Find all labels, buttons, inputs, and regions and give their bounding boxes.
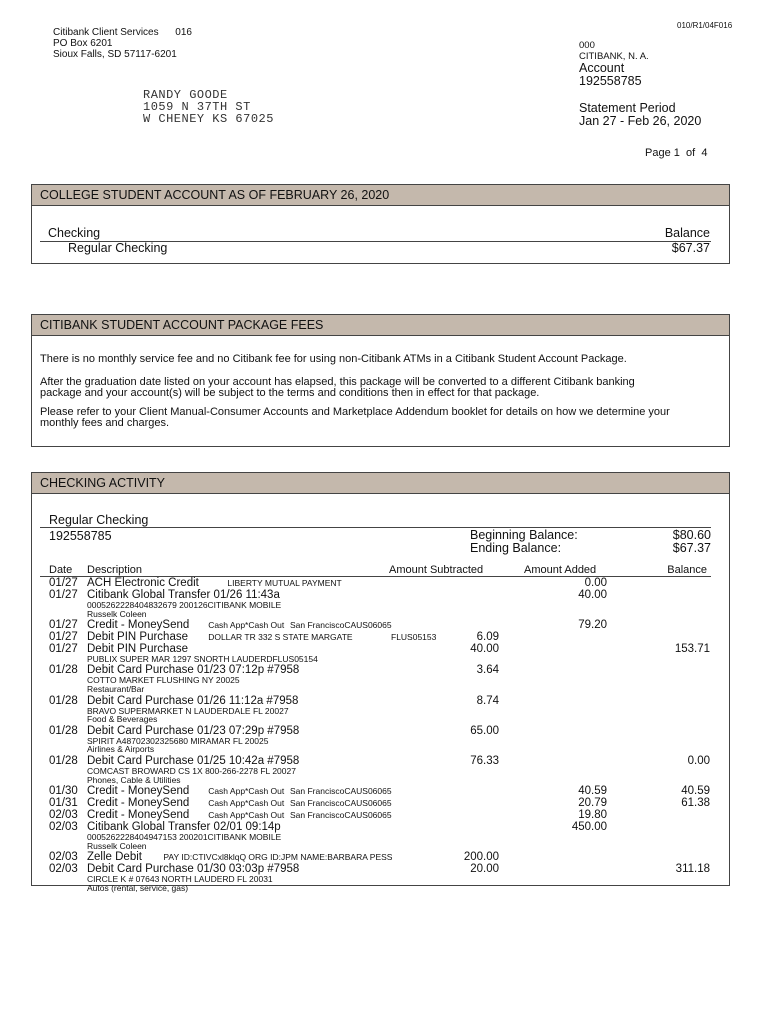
page-indicator	[645, 147, 707, 159]
fees-paragraph-3b: monthly fees and charges.	[40, 417, 170, 429]
transaction-location: San FranciscoCAUS06065	[290, 797, 392, 808]
fees-paragraph-1: There is no monthly service fee and no Citibank fee for using non-Citibank ATMs in a Citibank Student Account Package.	[40, 353, 627, 365]
transaction-description: Debit Card Purchase 01/25 10:42a #7958	[87, 754, 300, 767]
transaction-location: San FranciscoCAUS06065	[290, 620, 392, 631]
transaction-date: 01/27	[49, 577, 78, 589]
running-balance: 40.59	[681, 784, 710, 797]
header-date: Date	[49, 564, 73, 576]
recipient-address	[143, 89, 274, 125]
checking-activity-section	[31, 472, 730, 893]
transaction-detail-line: Russelk Coleen	[87, 840, 147, 851]
transaction-date: 01/27	[49, 643, 78, 656]
amount-added: 40.00	[578, 589, 607, 601]
balance-values	[673, 529, 711, 555]
transaction-description: Debit Card Purchase 01/30 03:03p #7958	[87, 862, 300, 875]
transaction-description: Zelle Debit	[87, 850, 142, 863]
transaction-date: 02/03	[49, 820, 78, 833]
transaction-location: San FranciscoCAUS06065	[290, 785, 392, 796]
form-code: 010/R1/04F016	[677, 21, 733, 30]
bank-name: CITIBANK, N. A.	[579, 51, 649, 62]
transaction-detail-line: Phones, Cable & Utilities	[87, 774, 181, 785]
summary-title: COLLEGE STUDENT ACCOUNT AS OF FEBRUARY 26, 2020	[32, 185, 729, 206]
transaction-date: 02/03	[49, 862, 78, 875]
period-label: Statement Period	[579, 101, 676, 115]
account-label: Account	[579, 61, 625, 75]
activity-title: CHECKING ACTIVITY	[32, 473, 729, 494]
transaction-detail-line: PUBLIX SUPER MAR 1297 SNORTH LAUDERDFLUS05154	[87, 654, 318, 665]
activity-account-type: Regular Checking	[49, 513, 149, 527]
transaction-detail-line: CIRCLE K # 07643 NORTH LAUDERD FL 20031	[87, 873, 273, 884]
fees-paragraph-2a: After the graduation date listed on your account has elapsed, this package will be converted to a different Citibank banking	[40, 376, 635, 388]
recipient-city: W CHENEY KS 67025	[143, 112, 274, 126]
transaction-description: Debit PIN Purchase	[87, 631, 188, 644]
amount-added: 450.00	[571, 820, 607, 833]
transaction-description: ACH Electronic Credit	[87, 577, 199, 589]
transaction-detail-line: 0005262228404947153 200201CITIBANK MOBILE	[87, 831, 282, 842]
transaction-description: Debit Card Purchase 01/26 11:12a #7958	[87, 694, 299, 707]
summary-row-value: $67.37	[671, 241, 710, 255]
transaction-detail: Cash App*Cash Out	[208, 809, 285, 820]
transaction-location: San FranciscoCAUS06065	[290, 809, 392, 820]
recipient-name: RANDY GOODE	[143, 88, 228, 102]
transaction-detail-line: 0005262228404832679 200126CITIBANK MOBILE	[87, 600, 282, 610]
transaction-date: 01/28	[49, 724, 78, 737]
running-balance: 311.18	[675, 862, 710, 875]
transaction-detail-line: BRAVO SUPERMARKET N LAUDERDALE FL 20027	[87, 705, 289, 716]
page-of-label: of	[686, 147, 696, 159]
transaction-detail-line: COTTO MARKET FLUSHING NY 20025	[87, 675, 240, 686]
amount-added: 20.79	[578, 796, 607, 809]
fees-title: CITIBANK STUDENT ACCOUNT PACKAGE FEES	[32, 315, 729, 336]
package-fees-section	[31, 314, 730, 447]
transaction-detail: Cash App*Cash Out	[208, 797, 285, 808]
transaction-detail: LIBERTY MUTUAL PAYMENT	[227, 578, 342, 588]
beginning-balance-label: Beginning Balance:	[470, 528, 578, 542]
transaction-description: Citibank Global Transfer 02/01 09:14p	[87, 820, 281, 833]
page-label: Page	[645, 147, 671, 159]
amount-added: 79.20	[578, 619, 607, 632]
transaction-date: 01/28	[49, 694, 78, 707]
amount-added: 40.59	[578, 784, 607, 797]
transaction-date: 01/28	[49, 664, 78, 677]
amount-subtracted: 8.74	[476, 694, 499, 707]
transaction-date: 01/31	[49, 796, 78, 809]
page-total: 4	[701, 147, 708, 159]
transaction-description: Credit - MoneySend	[87, 808, 190, 821]
transaction-detail-line: SPIRIT A48702302325680 MIRAMAR FL 20025	[87, 735, 269, 746]
transaction-date: 01/27	[49, 631, 78, 644]
account-summary-section	[31, 184, 730, 264]
amount-subtracted: 65.00	[470, 724, 499, 737]
transaction-detail-line: Food & Beverages	[87, 714, 158, 725]
running-balance: 61.38	[681, 796, 710, 809]
transaction-detail: PAY ID:CTIVCxl8klqQ ORG ID:JPM NAME:BARBARA PESS	[163, 851, 393, 862]
amount-subtracted: 3.64	[476, 664, 499, 677]
fees-paragraph-3a: Please refer to your Client Manual-Consumer Accounts and Marketplace Addendum booklet for details on how we determine your	[40, 406, 670, 418]
transaction-detail: DOLLAR TR 332 S STATE MARGATE	[208, 632, 353, 643]
transaction-detail-line: Autos (rental, service, gas)	[87, 882, 189, 893]
amount-added: 19.80	[578, 808, 607, 821]
transaction-detail-line: Airlines & Airports	[87, 744, 155, 755]
transaction-description: Credit - MoneySend	[87, 784, 190, 797]
summary-row-label: Regular Checking	[68, 241, 168, 255]
sender-code: 016	[175, 27, 192, 38]
running-balance: 153.71	[674, 643, 710, 656]
statement-period: Jan 27 - Feb 26, 2020	[579, 114, 702, 128]
transaction-description: Debit Card Purchase 01/23 07:29p #7958	[87, 724, 300, 737]
transaction-description: Credit - MoneySend	[87, 796, 190, 809]
amount-subtracted: 76.33	[470, 754, 499, 767]
header-balance: Balance	[667, 564, 707, 576]
sender-city: Sioux Falls, SD 57117-6201	[53, 49, 177, 60]
transaction-description: Credit - MoneySend	[87, 619, 190, 632]
fees-paragraph-2b: package and your account(s) will be subject to the terms and conditions then in effect for that package.	[40, 387, 540, 399]
amount-subtracted: 6.09	[476, 631, 499, 644]
transaction-date: 02/03	[49, 850, 78, 863]
transaction-date: 01/27	[49, 619, 78, 632]
transaction-description: Debit PIN Purchase	[87, 643, 188, 656]
transaction-date: 01/30	[49, 784, 78, 797]
header-amount-added: Amount Added	[524, 564, 597, 576]
amount-subtracted: 200.00	[463, 850, 499, 863]
recipient-street: 1059 N 37TH ST	[143, 100, 251, 114]
transaction-detail: Cash App*Cash Out	[208, 785, 285, 796]
balance-labels	[470, 529, 578, 555]
transaction-detail-line: COMCAST BROWARD CS 1X 800-266-2278 FL 20027	[87, 765, 296, 776]
amount-subtracted: 40.00	[470, 643, 499, 656]
summary-col-balance: Balance	[664, 226, 710, 240]
transaction-date: 01/27	[49, 589, 78, 601]
transaction-detail: Cash App*Cash Out	[208, 620, 285, 631]
activity-account-number: 192558785	[49, 529, 112, 543]
transaction-description: Citibank Global Transfer 01/26 11:43a	[87, 589, 280, 601]
sender-box: PO Box 6201	[53, 38, 113, 49]
header-description: Description	[87, 564, 143, 576]
bank-info	[579, 41, 701, 128]
summary-col-checking: Checking	[48, 226, 101, 240]
amount-added: 0.00	[584, 577, 607, 589]
header-amount-subtracted: Amount Subtracted	[389, 564, 484, 576]
transaction-date: 01/28	[49, 754, 78, 767]
beginning-balance-value: $80.60	[672, 528, 711, 542]
sender-name: Citibank Client Services	[53, 27, 159, 38]
running-balance: 0.00	[687, 754, 710, 767]
sender-address	[53, 27, 192, 60]
account-number: 192558785	[579, 74, 642, 88]
amount-subtracted: 20.00	[470, 862, 499, 875]
transaction-date: 02/03	[49, 808, 78, 821]
transaction-detail-line: Restaurant/Bar	[87, 684, 145, 695]
page-current: 1	[673, 147, 680, 159]
ending-balance-label: Ending Balance:	[470, 541, 562, 555]
ending-balance-value: $67.37	[672, 541, 711, 555]
activity-divider	[40, 527, 711, 528]
branch-code: 000	[579, 40, 595, 51]
transaction-location: FLUS05153	[391, 632, 437, 643]
transaction-description: Debit Card Purchase 01/23 07:12p #7958	[87, 664, 300, 677]
transaction-detail-line: Russelk Coleen	[87, 608, 147, 619]
